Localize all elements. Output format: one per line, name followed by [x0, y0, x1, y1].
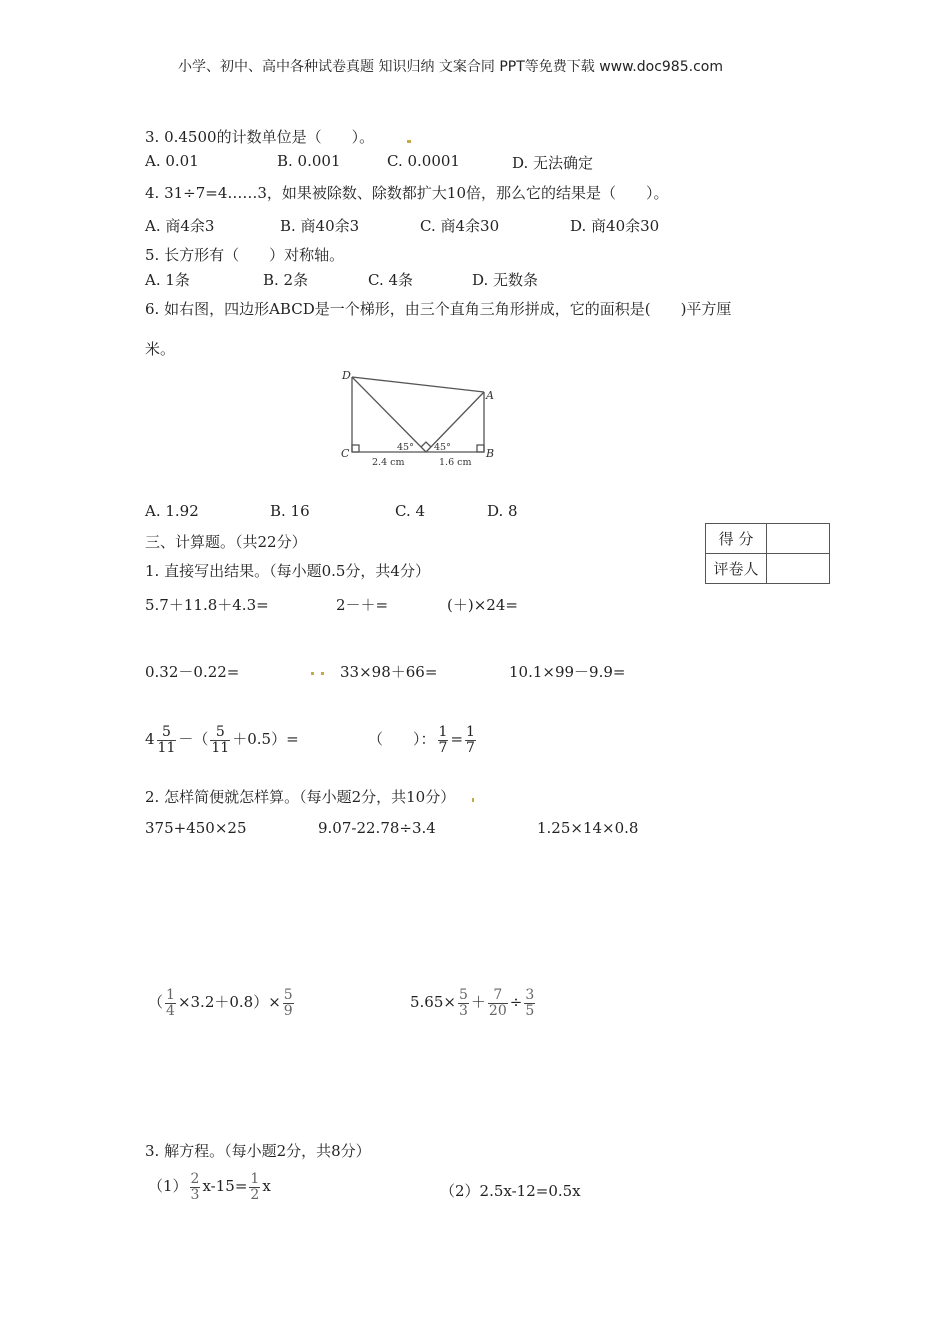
stray-mark	[407, 140, 411, 143]
fraction: $\frac{3}{5}$	[525, 987, 535, 1019]
fraction: $\frac{1}{4}$	[166, 987, 175, 1019]
q6-option-d: D. 8	[487, 502, 518, 520]
q6-option-a: A. 1.92	[145, 502, 199, 520]
q4-option-c: C. 商4余30	[420, 217, 500, 235]
right-angle-c	[352, 445, 359, 452]
q3-option-c: C. 0.0001	[387, 152, 460, 170]
right-angle-b	[477, 445, 484, 452]
label-a: A	[486, 389, 494, 402]
page-header: 小学、初中、高中各种试卷真题 知识归纳 文案合同 PPT等免费下载 www.doc985.com	[178, 59, 723, 75]
score-table	[705, 523, 830, 584]
equation-2: （2）2.5x-12=0.5x	[440, 1182, 581, 1200]
stray-mark	[321, 672, 324, 675]
q4-option-a: A. 商4余3	[145, 217, 215, 235]
question-6-line1: 6. 如右图，四边形ABCD是一个梯形，由三个直角三角形拼成，它的面积是( )平方厘	[145, 300, 732, 318]
p1-item-6: 10.1×99－9.9=	[509, 663, 626, 681]
question-4: 4. 31÷7=4……3，如果被除数、除数都扩大10倍，那么它的结果是（ ）。	[145, 184, 669, 202]
q3-option-b: B. 0.001	[277, 152, 341, 170]
p1-item-4: 0.32－0.22=	[145, 663, 240, 681]
q4-option-d: D. 商40余30	[570, 217, 660, 235]
label-c: C	[341, 447, 350, 460]
length-label-left: 2.4 cm	[372, 457, 405, 468]
q3-option-a: A. 0.01	[145, 152, 199, 170]
part-2-title: 2. 怎样简便就怎样算。（每小题2分，共10分）	[145, 788, 456, 806]
angle-label-right: 45°	[434, 442, 451, 453]
q5-option-c: C. 4条	[368, 271, 414, 289]
p2-item-2: 9.07-22.78÷3.4	[318, 819, 436, 837]
p1-item-5: 33×98＋66=	[340, 663, 438, 681]
part-3-title: 3. 解方程。（每小题2分，共8分）	[145, 1142, 371, 1160]
p2-item-3: 1.25×14×0.8	[537, 819, 639, 837]
fraction: $\frac{1}{7}$	[466, 724, 475, 756]
p2-item-4: （ $\frac{1}{4}$ ×3.2＋0.8）× $\frac{5}{9}$	[148, 987, 293, 1019]
q6-option-c: C. 4	[395, 502, 426, 520]
p2-item-5: 5.65× $\frac{5}{3}$ ＋ $\frac{7}{20}$ ÷ $\frac{3}{5}$	[410, 987, 535, 1019]
fraction: $\frac{1}{2}$	[250, 1171, 260, 1203]
p1-item-2: 2－＋=	[336, 596, 389, 614]
whole-number: 4	[145, 730, 155, 749]
p1-item-7: 4 $\frac{5}{11}$ －（ $\frac{5}{11}$ ＋0.5）=	[145, 724, 299, 756]
fraction: $\frac{7}{20}$	[488, 987, 507, 1019]
label-d: D	[342, 369, 351, 382]
grader-value-cell	[767, 554, 830, 584]
grader-label: 评卷人	[706, 554, 767, 584]
p1-item-3: (＋)×24=	[447, 596, 518, 614]
q3-option-d: D. 无法确定	[512, 154, 594, 172]
q5-option-d: D. 无数条	[472, 271, 539, 289]
score-label: 得 分	[706, 524, 767, 554]
trapezoid-figure	[335, 362, 505, 472]
q5-option-a: A. 1条	[145, 271, 190, 289]
stray-mark	[472, 798, 474, 802]
fraction: $\frac{5}{11}$	[157, 724, 176, 756]
fraction: $\frac{1}{7}$	[438, 724, 448, 756]
question-6-line2: 米。	[145, 340, 176, 358]
right-angle-e	[421, 442, 431, 447]
angle-label-left: 45°	[397, 442, 414, 453]
q4-option-b: B. 商40余3	[280, 217, 360, 235]
fraction: $\frac{2}{3}$	[190, 1171, 200, 1203]
label-b: B	[486, 447, 495, 460]
fraction: $\frac{5}{11}$	[211, 724, 230, 756]
p1-item-8: （ ）： $\frac{1}{7}$ = $\frac{1}{7}$	[368, 724, 475, 756]
equation-1: （1） $\frac{2}{3}$ x-15= $\frac{1}{2}$ x	[148, 1171, 271, 1203]
length-label-right: 1.6 cm	[439, 457, 472, 468]
section-3-title: 三、计算题。（共22分）	[145, 533, 307, 551]
score-value-cell	[767, 524, 830, 554]
part-1-title: 1. 直接写出结果。（每小题0.5分，共4分）	[145, 562, 430, 580]
question-3: 3. 0.4500的计数单位是（ ）。	[145, 128, 375, 146]
stray-mark	[311, 672, 314, 675]
fraction: $\frac{5}{3}$	[458, 987, 468, 1019]
side-da	[352, 377, 484, 392]
segment-d-e	[352, 377, 426, 452]
question-5: 5. 长方形有（ ）对称轴。	[145, 246, 345, 264]
fraction: $\frac{5}{9}$	[283, 987, 293, 1019]
q6-option-b: B. 16	[270, 502, 310, 520]
p2-item-1: 375+450×25	[145, 819, 247, 837]
q5-option-b: B. 2条	[263, 271, 309, 289]
p1-item-1: 5.7＋11.8＋4.3=	[145, 596, 269, 614]
